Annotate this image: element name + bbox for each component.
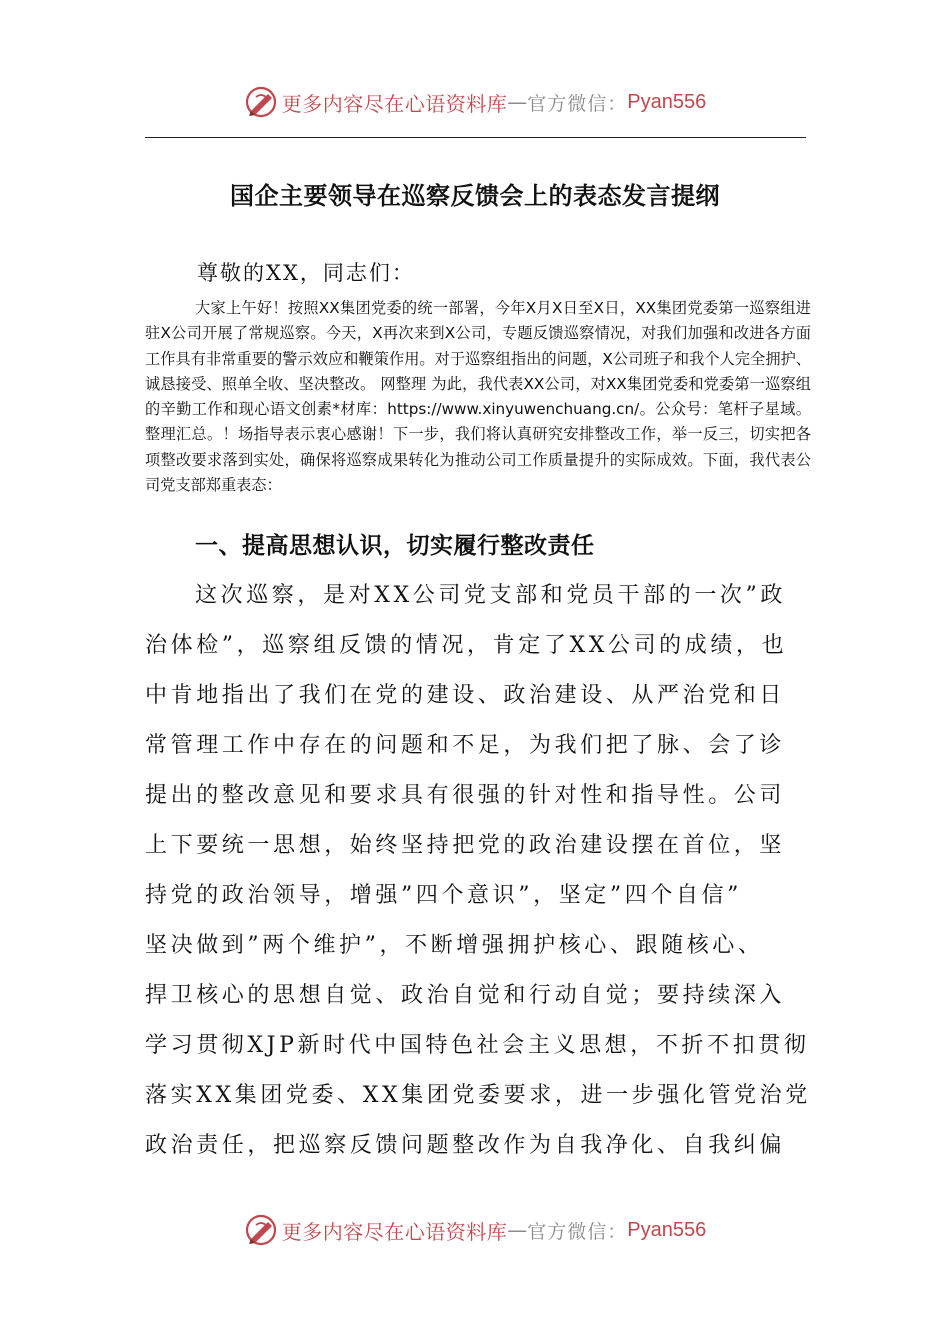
watermark-separator: — [507,1218,528,1242]
watermark-wechat-label: 官方微信： [527,1220,628,1243]
watermark-banner-top [0,82,950,122]
body-line: 落实XX集团党委、XX集团党委要求，进一步强化管党治党 [145,1083,811,1108]
watermark-banner-bottom [0,1210,950,1250]
watermark-text: 更多内容尽在心语资料库 [281,1219,508,1244]
header-divider [145,137,806,138]
body-line: 治体检”，巡察组反馈的情况，肯定了XX公司的成绩，也 [145,633,788,658]
document-title: 国企主要领导在巡察反馈会上的表态发言提纲 [230,181,720,210]
body-line: 提出的整改意见和要求具有很强的针对性和指导性。公司 [145,783,786,808]
watermark-wechat-id: Pyan556 [627,90,707,113]
body-line: 政治责任，把巡察反馈问题整改作为自我净化、自我纠偏 [145,1133,786,1158]
body-line: 学习贯彻XJP新时代中国特色社会主义思想，不折不扣贯彻 [145,1033,810,1058]
greeting: 尊敬的XX，同志们： [197,261,415,285]
body-line: 中肯地指出了我们在党的建设、政治建设、从严治党和日 [145,683,786,708]
section-1-body [145,576,815,1176]
body-line: 这次巡察，是对XX公司党支部和党员干部的一次”政 [195,583,786,608]
body-line: 坚决做到”两个维护”，不断增强拥护核心、跟随核心、 [145,933,764,958]
body-line: 上下要统一思想，始终坚持把党的政治建设摆在首位，坚 [145,833,786,858]
pen-logo-icon [244,85,278,119]
body-line: 持党的政治领导，增强”四个意识”，坚定”四个自信” [145,883,742,908]
pen-logo-icon [244,1213,278,1247]
intro-paragraph: 大家上午好！按照XX集团党委的统一部署，今年X月X日至X日，XX集团党委第一巡察组进驻X公司开展了常规巡察。今天，X再次来到X公司，专题反馈巡察情况，对我们加强和改进各方面工作具有非常重要的警示效应和鞭策作用。对于巡察组指出的问题，X公司班子和我个人完全拥护、诚恳接受、照单全收、坚决整改。 网整理 为此，我代表XX公司，对XX集团党委和党委第一巡察组的辛勤工作和现心语文创素*材库：https://www.xinyuwenchuang.cn/。公众号：笔杆子星域。整理汇总。！场指导表示衷心感谢！下一步，我们将认真研究安排整改工作，举一反三，切实把各项整改要求落到实处，确保将巡察成果转化为推动公司工作质量提升的实际成效。下面，我代表公司党支部郑重表态： [145,299,811,495]
watermark-wechat-id: Pyan556 [627,1218,707,1241]
watermark-separator: — [507,90,528,114]
body-line: 常管理工作中存在的问题和不足，为我们把了脉、会了诊 [145,733,786,758]
body-line: 捍卫核心的思想自觉、政治自觉和行动自觉；要持续深入 [145,983,786,1008]
watermark-text: 更多内容尽在心语资料库 [281,91,508,116]
section-heading-1: 一、提高思想认识，切实履行整改责任 [195,533,595,559]
watermark-wechat-label: 官方微信： [527,92,628,115]
